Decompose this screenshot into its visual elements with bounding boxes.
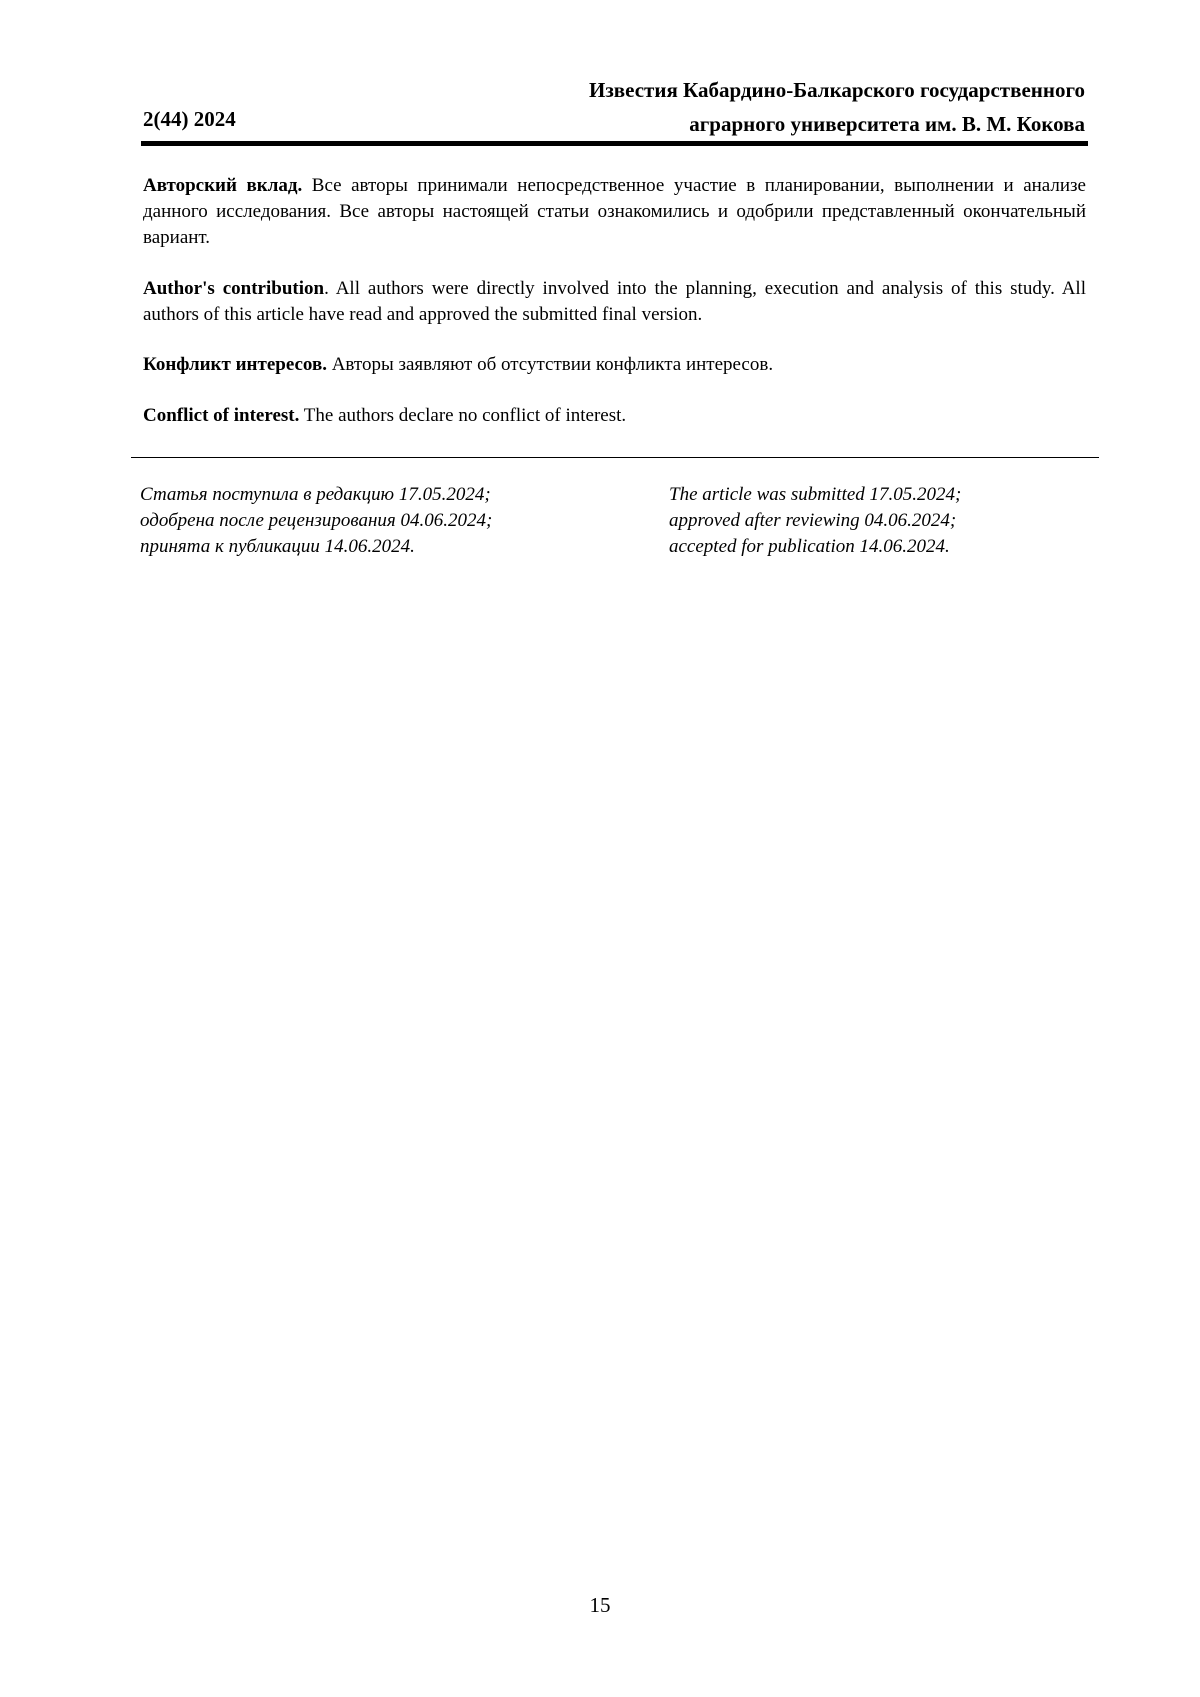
conflict-of-interest-ru: [143, 352, 1086, 378]
conflict-of-interest-en-label: Conflict of interest.: [143, 405, 300, 426]
header-divider: [141, 141, 1088, 146]
journal-title-line-1: Известия Кабардино-Балкарского государственного: [589, 78, 1085, 102]
author-contribution-en-text: . All authors were directly involved into the planning, execution and analysis of this study. All authors of this article have read and approved the submitted final version.: [143, 278, 1086, 325]
page-number: 15: [589, 1593, 611, 1617]
author-contribution-ru: [143, 173, 1086, 251]
section-divider: [131, 457, 1099, 458]
conflict-of-interest-ru-label: Конфликт интересов.: [143, 354, 327, 375]
date-accepted-ru: принята к публикации 14.06.2024.: [140, 536, 415, 557]
date-accepted-en: accepted for publication 14.06.2024.: [669, 536, 950, 557]
journal-title-line-2: аграрного университета им. В. М. Кокова: [689, 112, 1085, 136]
conflict-of-interest-ru-text: Авторы заявляют об отсутствии конфликта интересов.: [326, 354, 774, 375]
date-submitted-ru: Статья поступила в редакцию 17.05.2024;: [140, 484, 491, 505]
author-contribution-ru-text: Все авторы принимали непосредственное участие в планировании, выполнении и анализе данного исследования. Все авторы настоящей статьи ознакомились и одобрили представленный окончательный вариант.: [143, 175, 1086, 248]
article-dates-en: [669, 482, 961, 560]
date-approved-en: approved after reviewing 04.06.2024;: [669, 510, 957, 531]
article-dates-ru: [140, 482, 492, 560]
conflict-of-interest-en-text: The authors declare no conflict of interest.: [299, 405, 627, 426]
conflict-of-interest-en: [143, 403, 1086, 429]
issue-number: 2(44) 2024: [143, 107, 236, 131]
journal-title: [589, 73, 1085, 141]
author-contribution-en-label: Author's contribution: [143, 278, 325, 299]
date-approved-ru: одобрена после рецензирования 04.06.2024;: [140, 510, 493, 531]
author-contribution-en: [143, 276, 1086, 328]
author-contribution-ru-label: Авторский вклад.: [143, 175, 303, 196]
date-submitted-en: The article was submitted 17.05.2024;: [669, 484, 962, 505]
